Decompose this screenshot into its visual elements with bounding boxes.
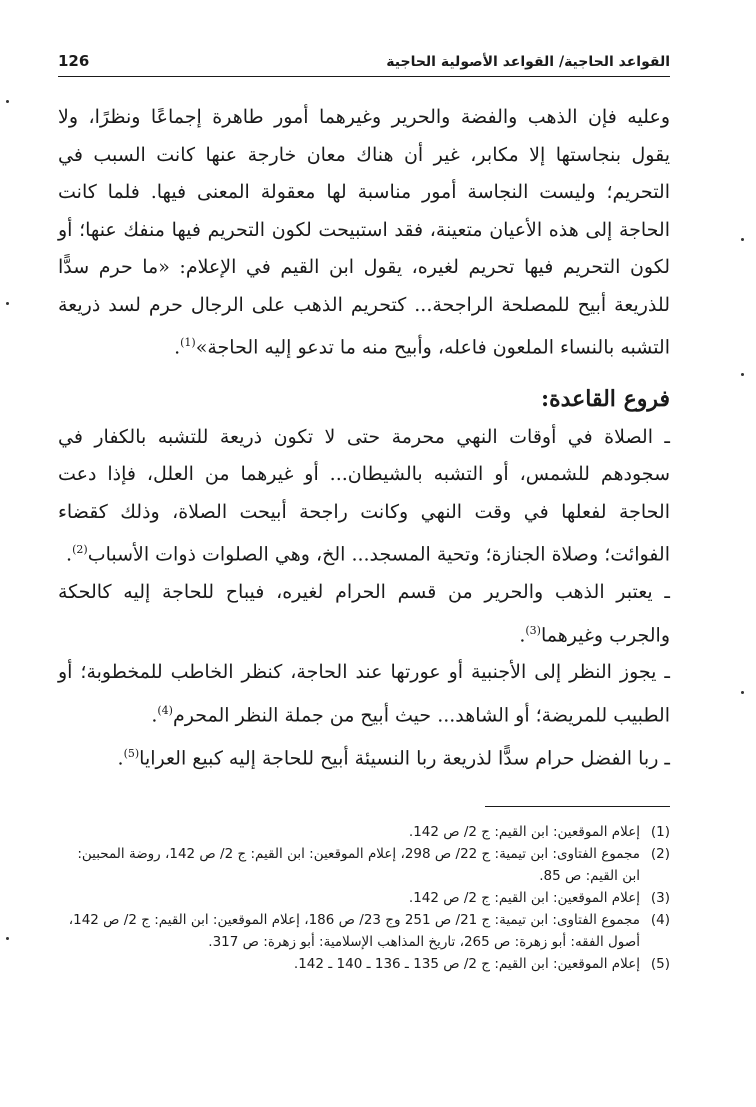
scan-speck [741,238,744,241]
scan-speck [6,100,9,103]
footnote-divider [485,806,670,807]
scan-speck [741,373,744,376]
branch-text: ـ ربا الفضل حرام سدًّا لذريعة ربا النسيئة أبيح للحاجة إليه كبيع العرايا [139,747,670,770]
footnote-number: (4) [650,911,670,928]
footnote [58,821,670,843]
scan-speck [741,691,744,694]
branch-item: ـ يجوز النظر إلى الأجنبية أو عورتها عند الحاجة، كنظر الخاطب للمخطوبة؛ أو الطبيب للمريضة؛ أو الشاهد... حيث أبيح من جملة النظر المحرم$^{(4)}$. [58,661,670,727]
footnote-number: (1) [650,823,670,840]
footnote [58,887,670,909]
footnote-text: مجموع الفتاوى: ابن تيمية: ج 21/ ص 251 وج 23/ ص 186، إعلام الموقعين: ابن القيم: ج 2/ ص 142، أصول الفقه: أبو زهرة: ص 265، تاريخ المذاهب الإسلامية: أبو زهرة: ص 317. [68,911,640,950]
book-page [58,52,670,975]
footnote-number: (5) [650,955,670,972]
page-header [58,52,670,77]
footnote-number: (2) [650,845,670,862]
branch-item: ـ الصلاة في أوقات النهي محرمة حتى لا تكون ذريعة للتشبه بالكفار في سجودهم للشمس، أو التشبه بالشيطان... أو غيرهما من العلل، فإذا دعت الحاجة لفعلها في وقت النهي وكانت راجحة أبيحت الصلاة، وذلك كقضاء الفوائت؛ وصلاة الجنازة؛ وتحية المسجد... الخ، وهي الصلوات ذوات الأسباب$^{(2)}$. [58,425,670,566]
running-title: القواعد الحاجية/ القواعد الأصولية الحاجية [386,54,670,70]
footnote-ref: (1) [180,336,196,349]
footnote-ref: (3) [525,623,541,637]
footnote [58,843,670,887]
footnote-ref: (2) [72,543,88,557]
footnote-text: إعلام الموقعين: ابن القيم: ج 2/ ص 142. [408,823,640,840]
scan-speck [6,302,9,305]
branch-text: ـ يعتبر الذهب والحرير من قسم الحرام لغيره، فيباح للحاجة إليه كالحكة والجرب وغيرهما [58,581,670,646]
footnote-text: مجموع الفتاوى: ابن تيمية: ج 22/ ص 298، إعلام الموقعين: ابن القيم: ج 2/ ص 142، روضة المحبين: ابن القيم: ص 85. [77,845,640,884]
intro-paragraph: وعليه فإن الذهب والفضة والحرير وغيرهما أمور طاهرة إجماعًا ونظرًا، ولا يقول بنجاستها إلا مكابر، غير أن هناك معان خارجة عنها كانت السبب في التحريم؛ وليست النجاسة أمور مناسبة لها معقولة المعنى فيها. فلما كانت الحاجة إلى هذه الأعيان متعينة، فقد استبيحت لكون التحريم فيها منفك عنها؛ أو لكون التحريم فيها تحريم لغيره، يقول ابن القيم في الإعلام: «ما حرم سدًّا للذريعة أبيح للمصلحة الراجحة... كتحريم الذهب على الرجال حرم لسد ذريعة التشبه بالنساء الملعون فاعله، وأبيح منه ما تدعو إليه الحاجة»$^{(1)}$. [58,106,670,359]
branch-item: ـ يعتبر الذهب والحرير من قسم الحرام لغيره، فيباح للحاجة إليه كالحكة والجرب وغيرهما$^{(3)}$. [58,581,670,646]
branch-item: ـ ربا الفضل حرام سدًّا لذريعة ربا النسيئة أبيح للحاجة إليه كبيع العرايا$^{(5)}$. [117,746,670,770]
branch-text: ـ الصلاة في أوقات النهي محرمة حتى لا تكون ذريعة للتشبه بالكفار في سجودهم للشمس، أو التشبه بالشيطان... أو غيرهما من العلل، فإذا دعت الحاجة لفعلها في وقت النهي وكانت راجحة أبيحت الصلاة، وذلك كقضاء الفوائت؛ وصلاة الجنازة؛ وتحية المسجد... الخ، وهي الصلوات ذوات الأسباب [58,425,670,566]
footnote-number: (3) [650,889,670,906]
scan-speck [6,937,9,940]
page-number: 126 [58,52,90,70]
footnote-text: إعلام الموقعين: ابن القيم: ج 2/ ص 135 ـ 136 ـ 140 ـ 142. [293,955,640,972]
footnote-text: إعلام الموقعين: ابن القيم: ج 2/ ص 142. [408,889,640,906]
branch-text: ـ يجوز النظر إلى الأجنبية أو عورتها عند الحاجة، كنظر الخاطب للمخطوبة؛ أو الطبيب للمريضة؛ أو الشاهد... حيث أبيح من جملة النظر المحرم [58,661,670,727]
main-text [58,99,670,778]
footnote-ref: (5) [123,746,140,760]
footnote [58,953,670,975]
section-heading: فروع القاعدة: [540,385,670,412]
footnote [58,909,670,953]
footnotes [58,821,670,975]
intro-text: وعليه فإن الذهب والفضة والحرير وغيرهما أمور طاهرة إجماعًا ونظرًا، ولا يقول بنجاستها إلا مكابر، غير أن هناك معان خارجة عنها كانت السبب في التحريم؛ وليست النجاسة أمور مناسبة لها معقولة المعنى فيها. فلما كانت الحاجة إلى هذه الأعيان متعينة، فقد استبيحت لكون التحريم فيها منفك عنها؛ أو لكون التحريم فيها تحريم لغيره، يقول ابن القيم في الإعلام: «ما حرم سدًّا للذريعة أبيح للمصلحة الراجحة... كتحريم الذهب على الرجال حرم لسد ذريعة التشبه بالنساء الملعون فاعله، وأبيح منه ما تدعو إليه الحاجة» [58,106,670,359]
footnote-ref: (4) [157,703,173,717]
